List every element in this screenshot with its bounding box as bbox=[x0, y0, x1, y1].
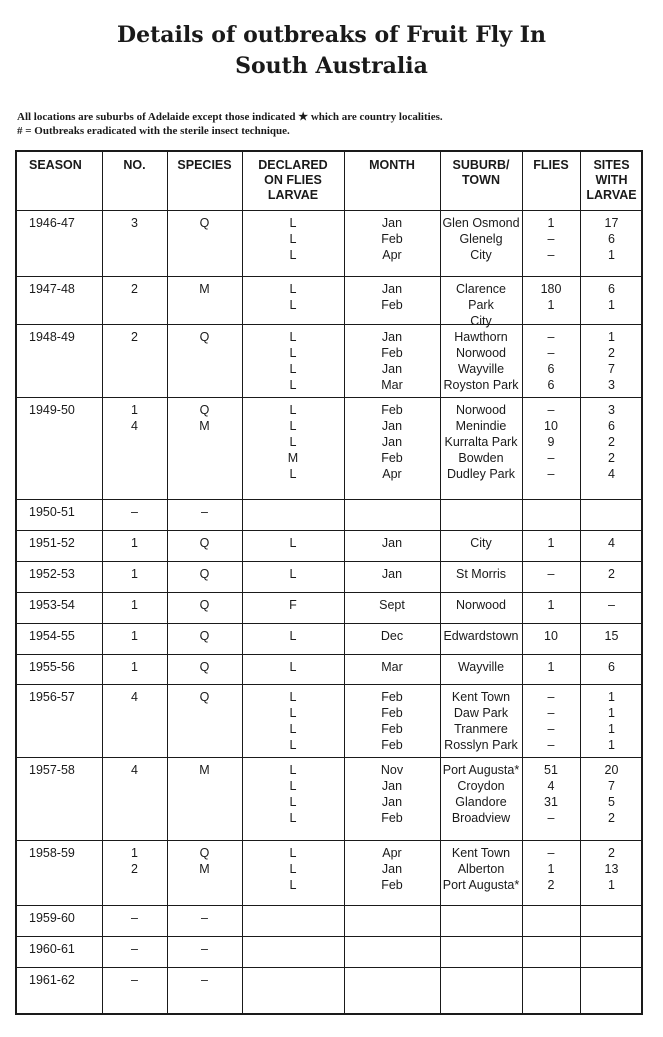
cell-no: 1 bbox=[131, 567, 138, 581]
cell-suburb: Glen Osmond Glenelg City bbox=[442, 216, 520, 262]
cell-sites: 3 6 2 2 4 bbox=[608, 403, 615, 481]
cell-species: Q bbox=[199, 330, 210, 344]
cell-no: 1 bbox=[131, 536, 138, 550]
cell-suburb: City bbox=[470, 536, 492, 550]
cell-species: Q bbox=[199, 690, 210, 704]
cell-flies: 180 1 bbox=[540, 282, 562, 312]
cell-sites: 20 7 5 2 bbox=[604, 763, 619, 825]
row-divider bbox=[17, 840, 641, 841]
cell-month: Nov Jan Jan Feb bbox=[380, 763, 404, 825]
cell-month: Feb Jan Jan Feb Apr bbox=[381, 403, 403, 481]
cell-flies: 1 bbox=[547, 536, 555, 550]
cell-season: 1959-60 bbox=[29, 911, 75, 925]
cell-no: 3 bbox=[131, 216, 138, 230]
cell-species: M bbox=[199, 282, 210, 296]
cell-no: – bbox=[131, 973, 138, 987]
row-divider bbox=[17, 592, 641, 593]
cell-sites: 1 1 1 1 bbox=[608, 690, 615, 752]
header-season: SEASON bbox=[29, 158, 82, 172]
column-divider bbox=[344, 152, 345, 1013]
cell-declared: L L L L bbox=[289, 690, 297, 752]
cell-season: 1954-55 bbox=[29, 629, 75, 643]
row-divider bbox=[17, 936, 641, 937]
cell-species: Q M bbox=[199, 403, 210, 433]
cell-month: Dec bbox=[380, 629, 404, 643]
cell-month: Sept bbox=[379, 598, 405, 612]
cell-species: Q bbox=[199, 629, 210, 643]
cell-no: 2 bbox=[131, 330, 138, 344]
cell-no: 1 bbox=[131, 629, 138, 643]
row-divider bbox=[17, 324, 641, 325]
cell-flies: 1 bbox=[547, 598, 555, 612]
cell-season: 1947-48 bbox=[29, 282, 75, 296]
cell-season: 1960-61 bbox=[29, 942, 75, 956]
column-divider bbox=[242, 152, 243, 1013]
cell-declared: L L L bbox=[289, 216, 297, 262]
header-suburb: SUBURB/ TOWN bbox=[452, 158, 510, 187]
cell-no: 1 bbox=[131, 660, 138, 674]
cell-season: 1956-57 bbox=[29, 690, 75, 704]
cell-flies: – bbox=[547, 567, 555, 581]
header-declared: DECLARED ON FLIES LARVAE bbox=[258, 158, 328, 202]
cell-season: 1946-47 bbox=[29, 216, 75, 230]
row-divider bbox=[17, 905, 641, 906]
cell-sites: 2 bbox=[608, 567, 615, 581]
cell-suburb: Norwood Menindie Kurralta Park Bowden Dudley Park bbox=[444, 403, 518, 481]
row-divider bbox=[17, 561, 641, 562]
cell-species: Q bbox=[199, 536, 210, 550]
cell-no: – bbox=[131, 911, 138, 925]
cell-month: Mar bbox=[381, 660, 403, 674]
eradication-note: # = Outbreaks eradicated with the sterile insect technique. bbox=[17, 125, 290, 137]
cell-month: Apr Jan Feb bbox=[381, 846, 403, 892]
cell-suburb: Hawthorn Norwood Wayville Royston Park bbox=[443, 330, 519, 392]
cell-suburb: Kent Town Daw Park Tranmere Rosslyn Park bbox=[444, 690, 518, 752]
cell-suburb: Kent Town Alberton Port Augusta* bbox=[442, 846, 520, 892]
cell-no: – bbox=[131, 942, 138, 956]
cell-season: 1951-52 bbox=[29, 536, 75, 550]
column-divider bbox=[167, 152, 168, 1013]
cell-declared: L L L bbox=[289, 846, 297, 892]
row-divider bbox=[17, 654, 641, 655]
row-divider bbox=[17, 276, 641, 277]
cell-no: 2 bbox=[131, 282, 138, 296]
cell-species: – bbox=[201, 505, 208, 519]
cell-season: 1957-58 bbox=[29, 763, 75, 777]
cell-flies: – 1 2 bbox=[547, 846, 555, 892]
cell-declared: L bbox=[289, 660, 297, 674]
cell-season: 1961-62 bbox=[29, 973, 75, 987]
cell-species: Q bbox=[199, 567, 210, 581]
cell-season: 1950-51 bbox=[29, 505, 75, 519]
row-divider bbox=[17, 397, 641, 398]
cell-no: 1 bbox=[131, 598, 138, 612]
outbreaks-table bbox=[15, 150, 643, 1015]
cell-sites: 6 1 bbox=[608, 282, 615, 312]
header-species: SPECIES bbox=[177, 158, 232, 172]
column-divider bbox=[102, 152, 103, 1013]
cell-season: 1955-56 bbox=[29, 660, 75, 674]
cell-no: – bbox=[131, 505, 138, 519]
cell-suburb: Clarence Park City bbox=[455, 282, 507, 328]
cell-no: 1 4 bbox=[131, 403, 138, 433]
cell-species: M bbox=[199, 763, 210, 777]
cell-flies: 1 bbox=[547, 660, 555, 674]
cell-season: 1948-49 bbox=[29, 330, 75, 344]
cell-sites: 1 2 7 3 bbox=[608, 330, 615, 392]
cell-no: 4 bbox=[131, 690, 138, 704]
cell-flies: 10 bbox=[544, 629, 558, 643]
cell-suburb: Wayville bbox=[457, 660, 505, 674]
cell-suburb: Norwood bbox=[455, 598, 507, 612]
row-divider bbox=[17, 623, 641, 624]
cell-species: – bbox=[201, 973, 208, 987]
cell-month: Jan bbox=[381, 567, 403, 581]
cell-month: Jan Feb Jan Mar bbox=[381, 330, 403, 392]
header-flies: FLIES bbox=[533, 158, 569, 172]
cell-month: Feb Feb Feb Feb bbox=[381, 690, 403, 752]
row-divider bbox=[17, 210, 641, 211]
cell-suburb: Port Augusta* Croydon Glandore Broadview bbox=[442, 763, 520, 825]
cell-declared: L bbox=[289, 567, 297, 581]
row-divider bbox=[17, 684, 641, 685]
cell-season: 1952-53 bbox=[29, 567, 75, 581]
cell-flies: – – 6 6 bbox=[547, 330, 555, 392]
cell-sites: 15 bbox=[604, 629, 619, 643]
cell-sites: – bbox=[608, 598, 615, 612]
cell-declared: L L bbox=[289, 282, 297, 312]
cell-suburb: St Morris bbox=[456, 567, 506, 581]
cell-season: 1953-54 bbox=[29, 598, 75, 612]
cell-month: Jan Feb Apr bbox=[381, 216, 403, 262]
cell-species: Q bbox=[199, 598, 210, 612]
cell-sites: 17 6 1 bbox=[604, 216, 619, 262]
cell-declared: F bbox=[289, 598, 297, 612]
cell-species: – bbox=[201, 911, 208, 925]
cell-season: 1958-59 bbox=[29, 846, 75, 860]
cell-species: Q bbox=[199, 660, 210, 674]
row-divider bbox=[17, 967, 641, 968]
row-divider bbox=[17, 530, 641, 531]
cell-month: Jan bbox=[381, 536, 403, 550]
cell-sites: 4 bbox=[608, 536, 615, 550]
cell-species: – bbox=[201, 942, 208, 956]
cell-month: Jan Feb bbox=[381, 282, 403, 312]
cell-species: Q M bbox=[199, 846, 210, 876]
column-divider bbox=[440, 152, 441, 1013]
cell-suburb: Edwardstown bbox=[443, 629, 519, 643]
page-subtitle: South Australia bbox=[235, 53, 428, 79]
cell-species: Q bbox=[199, 216, 210, 230]
row-divider bbox=[17, 757, 641, 758]
cell-flies: – – – – bbox=[547, 690, 555, 752]
column-divider bbox=[522, 152, 523, 1013]
header-month: MONTH bbox=[369, 158, 415, 172]
cell-season: 1949-50 bbox=[29, 403, 75, 417]
cell-declared: L bbox=[289, 629, 297, 643]
cell-sites: 6 bbox=[608, 660, 615, 674]
cell-flies: 1 – – bbox=[547, 216, 555, 262]
cell-declared: L L L L bbox=[289, 763, 297, 825]
row-divider bbox=[17, 499, 641, 500]
cell-flies: 51 4 31 – bbox=[544, 763, 558, 825]
header-no: NO. bbox=[123, 158, 146, 172]
cell-sites: 2 13 1 bbox=[604, 846, 619, 892]
cell-no: 1 2 bbox=[131, 846, 138, 876]
cell-declared: L L L M L bbox=[287, 403, 299, 481]
cell-declared: L L L L bbox=[289, 330, 297, 392]
cell-flies: – 10 9 – – bbox=[544, 403, 558, 481]
page-title: Details of outbreaks of Fruit Fly In bbox=[117, 22, 546, 48]
locations-note: All locations are suburbs of Adelaide except those indicated ★ which are country localities. bbox=[17, 111, 443, 123]
header-sites: SITES WITH LARVAE bbox=[586, 158, 637, 202]
cell-declared: L bbox=[289, 536, 297, 550]
cell-no: 4 bbox=[131, 763, 138, 777]
column-divider bbox=[580, 152, 581, 1013]
